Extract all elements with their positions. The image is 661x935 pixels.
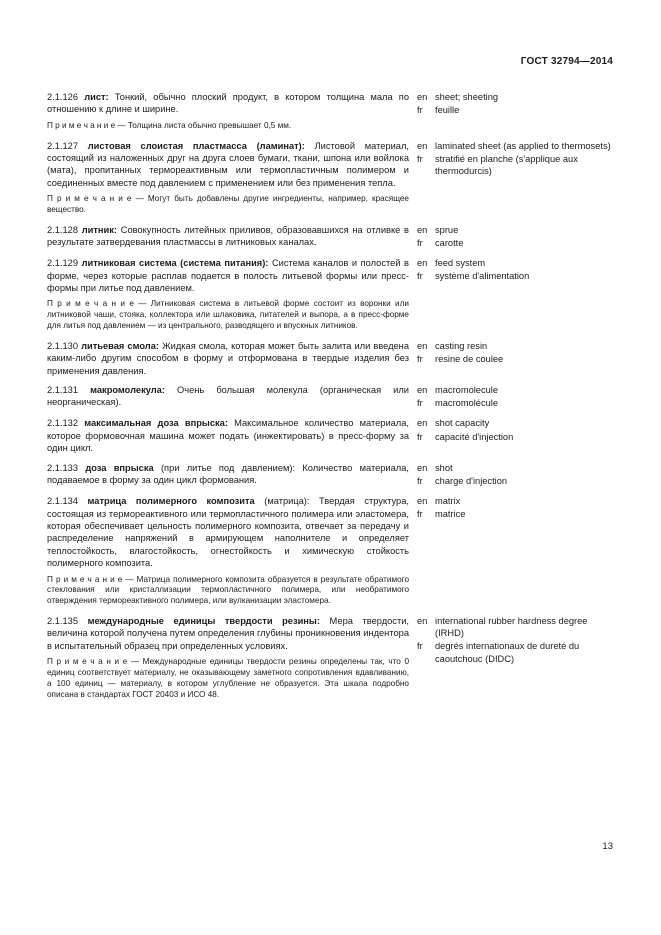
term-entry [47, 224, 613, 250]
entry-number: 2.1.134 [47, 496, 79, 507]
translation-row [417, 104, 613, 116]
translation-text: international rubber hardness degree (IRHD) [435, 615, 588, 639]
standard-header: ГОСТ 32794—2014 [520, 56, 613, 67]
translation-row [417, 475, 613, 487]
translation-language: en [417, 340, 428, 351]
translation-row [417, 153, 613, 177]
entry-number: 2.1.128 [47, 224, 79, 235]
entry-main [47, 340, 409, 377]
entry-definition-text: Максимальное количество материала, которое формовочная машина может подать (инжектировать) в пресс-форму за один цикл. [47, 418, 409, 454]
entry-term: макромолекула: [90, 385, 165, 396]
translation-language: fr [417, 398, 423, 409]
note-text: Могут быть добавлены другие ингредиенты, например, красящее вещество. [47, 194, 409, 215]
translation-language: en [417, 418, 428, 429]
translation-text: laminated sheet (as applied to thermosets) [435, 140, 611, 151]
entry-main [47, 495, 409, 608]
translation-row [417, 224, 613, 236]
translation-row [417, 640, 613, 664]
entry-definition [47, 417, 409, 454]
entry-definition [47, 462, 409, 487]
translation-row [417, 508, 613, 520]
note-text: Литниковая система в литьевой форме состоит из воронки или литниковой чаши, стояка, коллектора или шлаковика, питателей и выпора, а в пресс-форме для литья под давлением — из центрального, разводящего и впускных литников. [47, 299, 409, 331]
translation-language: en [417, 615, 428, 626]
note-label: П р и м е ч а н и е — [47, 299, 147, 309]
entry-translations [417, 224, 613, 250]
entry-definition [47, 615, 409, 652]
entry-note [47, 121, 409, 132]
entry-term: лист: [84, 92, 109, 102]
entry-number: 2.1.130 [47, 340, 79, 351]
entry-definition-text: Жидкая смола, которая может быть залита или введена каким-либо другим способом в форму и отформована в твердые изделия без применения давления. [47, 340, 409, 376]
note-label: П р и м е ч а н и е — [47, 657, 140, 667]
note-label: П р и м е ч а н и е — [47, 194, 144, 204]
entry-translations [417, 257, 613, 333]
entry-term-qualifier: (матрица): [264, 496, 310, 507]
translation-language: en [417, 140, 428, 151]
term-entry [47, 615, 613, 701]
translation-row [417, 431, 613, 443]
translation-text: shot [435, 462, 453, 473]
entry-translations [417, 495, 613, 608]
entry-number: 2.1.135 [47, 615, 79, 626]
translation-language: en [417, 258, 428, 269]
entry-definition-text: Количество материала, подаваемое в форму за один цикл формования. [47, 462, 409, 486]
translation-row [417, 91, 613, 103]
translation-language: en [417, 462, 428, 473]
translation-row [417, 462, 613, 474]
entry-main [47, 91, 409, 133]
term-entry [47, 340, 613, 377]
term-entry [47, 462, 613, 488]
translation-row [417, 340, 613, 352]
entry-term: максимальная доза впрыска: [84, 418, 228, 429]
entry-number: 2.1.132 [47, 418, 79, 429]
translation-row [417, 257, 613, 269]
entry-term-qualifier: (при литье под давлением): [160, 462, 296, 473]
translation-text: macromolécule [435, 398, 499, 409]
translation-language: en [417, 385, 428, 396]
entry-definition-text: Тонкий, обычно плоский продукт, в котором толщина мала по отношению к длине и ширине. [47, 92, 409, 115]
entry-main [47, 615, 409, 701]
entry-main [47, 384, 409, 410]
entry-translations [417, 462, 613, 488]
terms-list [47, 91, 613, 708]
entry-definition-text: Твердая структура, состоящая из термореактивного или термопластичного полимера или эластомера, которая обеспечивает цельность полимерного композита, отвечает за передачу и распределение напряжений в армирующем наполнителе и определяет теплостойкость, влагостойкость, огнестойкость и химическую стойкость полимерного композита. [47, 496, 409, 569]
entry-definition [47, 140, 409, 190]
translation-text: shot capacity [435, 418, 490, 429]
page-number: 13 [602, 841, 613, 852]
entry-term: матрица полимерного композита [87, 496, 255, 507]
translation-text: carotte [435, 238, 464, 249]
entry-number: 2.1.127 [47, 140, 79, 151]
translation-text: resine de coulee [435, 354, 504, 365]
translation-language: en [417, 92, 428, 102]
entry-translations [417, 615, 613, 701]
translation-text: casting resin [435, 340, 488, 351]
translation-language: en [417, 496, 428, 507]
note-label: П р и м е ч а н и е — [47, 120, 126, 130]
translation-text: matrice [435, 509, 466, 520]
translation-text: matrix [435, 496, 461, 507]
translation-language: fr [417, 354, 423, 365]
entry-number: 2.1.131 [47, 385, 79, 396]
entry-number: 2.1.129 [47, 258, 79, 269]
entry-translations [417, 91, 613, 133]
entry-translations [417, 340, 613, 377]
entry-main [47, 417, 409, 454]
term-entry [47, 91, 613, 133]
translation-text: feed system [435, 258, 486, 269]
translation-language: fr [417, 271, 423, 282]
translation-language: fr [417, 641, 423, 652]
entry-definition [47, 384, 409, 409]
term-entry [47, 384, 613, 410]
entry-term: международные единицы твердости резины: [87, 615, 320, 626]
entry-main [47, 257, 409, 333]
note-label: П р и м е ч а н и е — [47, 574, 134, 584]
translation-text: feuille [435, 105, 460, 116]
translation-text: degrés internationaux de dureté du caoutchouc (DIDC) [435, 641, 580, 664]
entry-main [47, 224, 409, 250]
entry-definition-text: Мера твердости, величина которой получена путем определения глубины проникновения индентора в испытательный образец при определенных условиях. [47, 615, 409, 651]
translation-language: fr [417, 509, 423, 520]
entry-note [47, 299, 409, 331]
entry-number: 2.1.126 [47, 92, 79, 102]
translation-text: macromolecule [435, 385, 499, 396]
translation-text: charge d'injection [435, 475, 508, 486]
term-entry [47, 417, 613, 454]
entry-main [47, 462, 409, 488]
translation-language: fr [417, 475, 423, 486]
term-entry [47, 140, 613, 217]
entry-term: литниковая система (система питания): [81, 258, 269, 269]
translation-row [417, 237, 613, 249]
entry-definition [47, 91, 409, 116]
translation-text: sheet; sheeting [435, 92, 499, 102]
entry-translations [417, 140, 613, 217]
entry-main [47, 140, 409, 217]
entry-definition [47, 495, 409, 569]
translation-row [417, 495, 613, 507]
entry-translations [417, 384, 613, 410]
entry-note [47, 657, 409, 700]
entry-term: листовая слоистая пластмасса (ламинат): [87, 140, 305, 151]
entry-definition-text: Система каналов и полостей в форме, через которые расплав подается в полость литьевой формы или пресс-формы при литье под давлением. [47, 258, 409, 294]
entry-term: литник: [81, 224, 118, 235]
translation-row [417, 140, 613, 152]
translation-language: fr [417, 238, 423, 249]
note-text: Матрица полимерного композита образуется в результате обратимого стеклования или кристаллизации термопластичного полимера, или необратимого отверждения термореактивного полимера, или вулканизации эластомера. [47, 574, 410, 606]
translation-text: capacité d'injection [435, 431, 514, 442]
entry-note [47, 194, 409, 216]
entry-definition [47, 224, 409, 249]
translation-text: sprue [435, 224, 459, 235]
translation-language: fr [417, 153, 423, 164]
entry-definition [47, 340, 409, 377]
translation-row [417, 270, 613, 282]
note-text: Толщина листа обычно превышает 0,5 мм. [127, 120, 292, 130]
entry-note [47, 575, 409, 607]
term-entry [47, 257, 613, 333]
translation-language: fr [417, 105, 423, 116]
term-entry [47, 495, 613, 608]
translation-row [417, 353, 613, 365]
entry-definition-text: Листовой материал, состоящий из наложенных друг на друга слоев бумаги, ткани, шпона или войлока (мата), пропитанных термореактивным или термопластичным полимером и соединенных вместе под давлением с применением или без применения тепла. [47, 140, 409, 188]
translation-row [417, 384, 613, 396]
entry-translations [417, 417, 613, 454]
translation-text: stratifié en planche (s'applique aux thermodurcis) [435, 153, 578, 177]
entry-term: литьевая смола: [81, 340, 159, 351]
translation-language: en [417, 224, 428, 235]
entry-number: 2.1.133 [47, 462, 79, 473]
note-text: Международные единицы твердости резины определены так, что 0 единиц соответствует материалу, не оказывающему заметного сопротивления вдавливанию, а 100 единиц — материалу, в котором углубление не образуется. Эта шкала подробно описана в стандартах ГОСТ 20403 и ИСО 48. [47, 657, 409, 699]
translation-language: fr [417, 431, 423, 442]
translation-row [417, 615, 613, 639]
translation-row [417, 397, 613, 409]
translation-text: système d'alimentation [435, 271, 530, 282]
entry-definition-text: Совокупность литейных приливов, образовавшихся на отливке в результате затвердевания пластмассы в литниковых каналах. [47, 224, 409, 248]
translation-row [417, 417, 613, 429]
entry-term: доза впрыска [85, 462, 154, 473]
entry-definition [47, 257, 409, 294]
entry-definition-text: Очень большая молекула (органическая или неорганическая). [47, 385, 409, 408]
